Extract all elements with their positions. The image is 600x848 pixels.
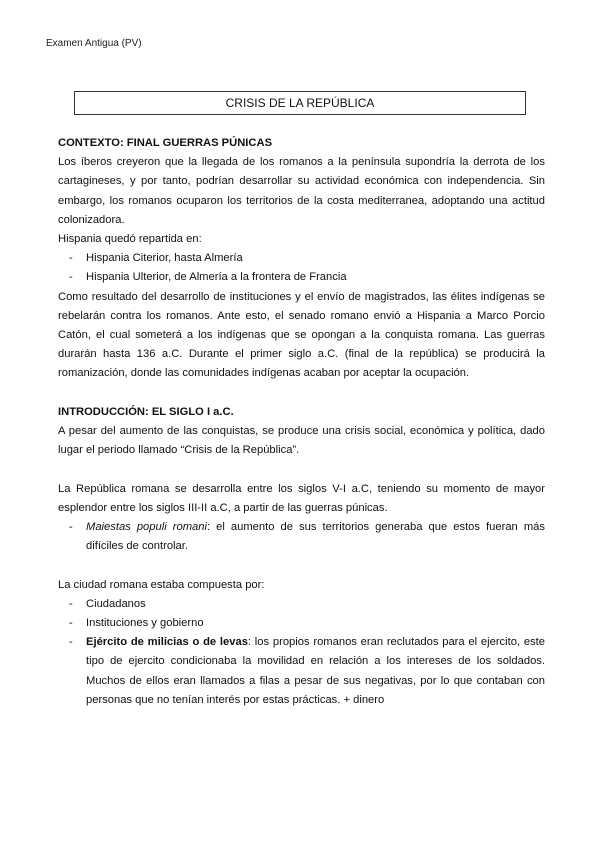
list-item-text: : los propios romanos eran reclutados para el ejercito, este tipo de ejercito condicionaba la movilidad en relación a los intereses de los soldados. Muchos de ellos eran llamados a filas a pesar de sus negativas, por lo que contaban con personas que no tenían interés por estas prácticas. + dinero [86,636,545,706]
dash-marker: - [69,617,73,630]
ciudad-list [58,595,545,710]
list-item [58,518,545,556]
maiestas-list [58,518,545,556]
dash-marker: - [69,521,73,534]
section-heading-introduccion: INTRODUCCIÓN: EL SIGLO I a.C. [58,405,234,418]
paragraph: Los íberos creyeron que la llegada de los romanos a la península supondría la derrota de los cartagineses, y por tanto, podrían desarrollar su actividad económica con independencia. Sin embargo, los romanos ocuparon los territorios de la costa mediterranea, adoptando una actitud colonizadora. [58,156,545,226]
dash-marker: - [69,252,73,265]
paragraph: Como resultado del desarrollo de instituciones y el envío de magistrados, las élites indígenas se rebelarán contra los romanos. Ante esto, el senado romano envió a Hispania a Marco Porcio Catón, el cual someterá a los indígenas que se opongan a la conquista romana. Las guerras durarán hasta 136 a.C. Durante el primer siglo a.C. (final de la república) se producirá la romanización, donde las comunidades indígenas acaban por aceptar la ocupación. [58,290,545,380]
paragraph: A pesar del aumento de las conquistas, se produce una crisis social, económica y política, dado lugar el periodo llamado “Crisis de la República”. [58,425,545,457]
maiestas-term: Maiestas populi romani [86,521,207,534]
list-item [58,595,545,614]
document-header: Examen Antigua (PV) [46,38,142,49]
list-item [58,614,545,633]
list-item [58,633,545,710]
section-heading-contexto: CONTEXTO: FINAL GUERRAS PÚNICAS [58,137,273,149]
hispania-list [58,249,545,287]
page-title: CRISIS DE LA REPÚBLICA [74,91,526,115]
list-item-text: Hispania Citerior, hasta Almería [86,252,243,265]
paragraph: La República romana se desarrolla entre los siglos V-I a.C, teniendo su momento de mayor esplendor entre los siglos III-II a.C, a partir de las guerras púnicas. [58,482,545,514]
paragraph: La ciudad romana estaba compuesta por: [58,578,265,591]
document-body [58,134,545,710]
list-item-text: Ciudadanos [86,597,146,610]
dash-marker: - [69,271,73,284]
dash-marker: - [69,636,73,649]
paragraph: Hispania quedó repartida en: [58,233,202,246]
list-item-text: Instituciones y gobierno [86,617,204,630]
ejercito-term: Ejército de milicias o de levas [86,636,248,649]
list-item-text: : el aumento de sus territorios generaba que estos fueran más difíciles de controlar. [86,521,545,553]
list-item-text: Hispania Ulterior, de Almería a la frontera de Francia [86,271,347,284]
list-item [58,249,545,268]
list-item [58,268,545,287]
dash-marker: - [69,597,73,610]
